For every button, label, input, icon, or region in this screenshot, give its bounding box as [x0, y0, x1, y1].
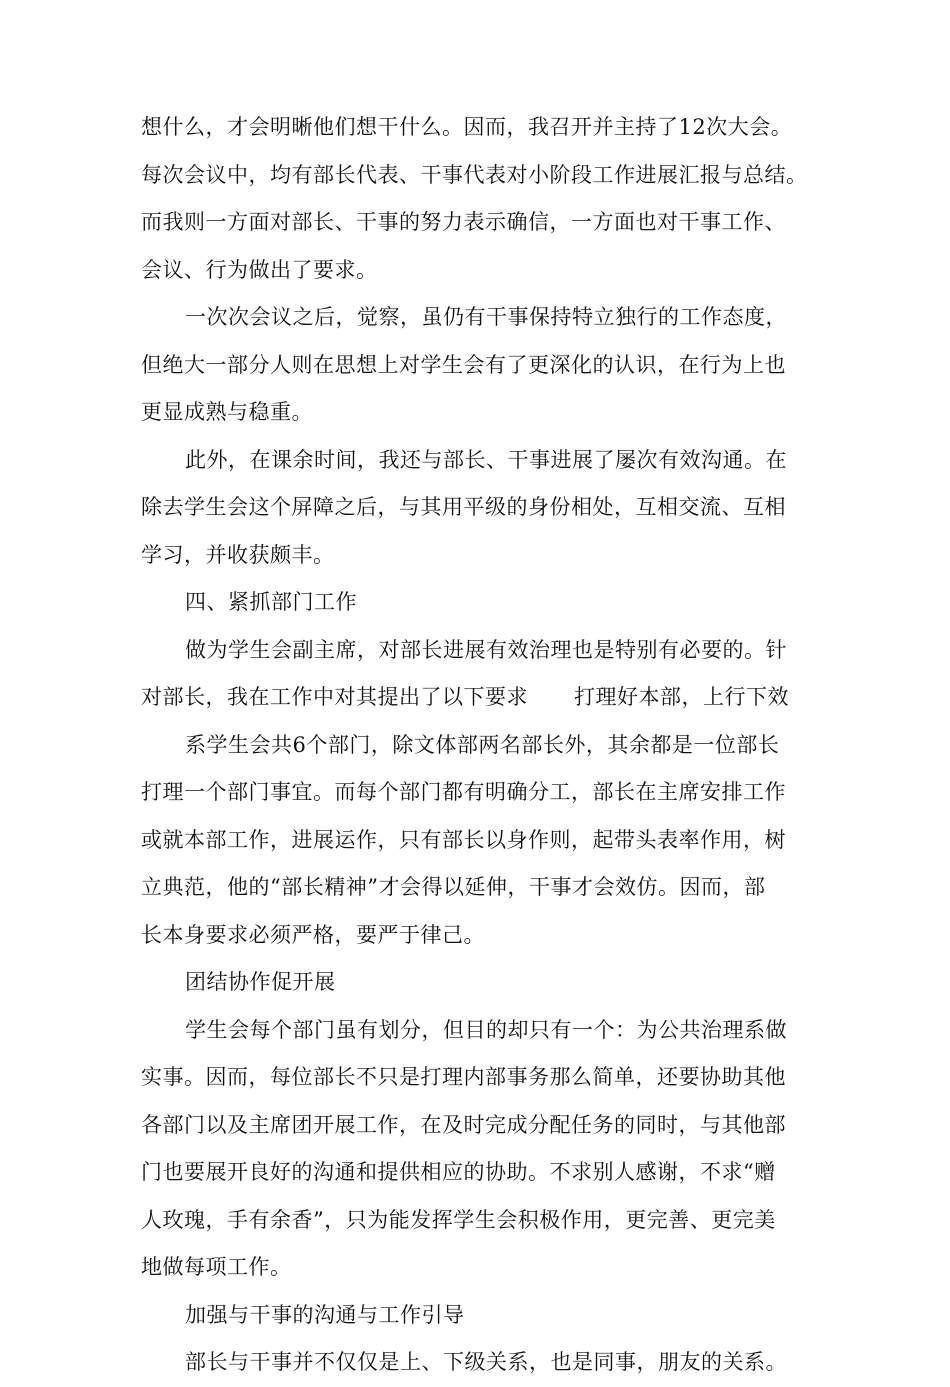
document-body [141, 104, 831, 1387]
text-line: 更显成熟与稳重。 [141, 400, 313, 424]
text-line: 而我则一方面对部长、干事的努力表示确信，一方面也对干事工作、 [141, 210, 786, 234]
text-segment: 对部长，我在工作中对其提出了以下要求 [141, 685, 528, 709]
paragraph-start: 一次次会议之后，觉察，虽仍有干事保持特立独行的工作态度， [185, 305, 787, 329]
text-line [141, 674, 831, 722]
subheading-inline: 打理好本部，上行下效 [574, 685, 789, 709]
section-heading: 四、紧抓部门工作 [185, 590, 357, 614]
paragraph-start: 学生会每个部门虽有划分，但目的却只有一个：为公共治理系做 [185, 1017, 787, 1042]
text-line: 打理一个部门事宜。而每个部门都有明确分工，部长在主席安排工作 [141, 780, 786, 804]
text-line: 立典范，他的“部长精神”才会得以延伸，干事才会效仿。因而，部 [141, 875, 766, 899]
text-line: 或就本部工作，进展运作，只有部长以身作则，起带头表率作用，树 [141, 827, 786, 852]
paragraph-start: 部长与干事并不仅仅是上、下级关系，也是同事，朋友的关系。 [185, 1350, 787, 1374]
subheading: 团结协作促开展 [185, 970, 336, 994]
paragraph-start: 此外，在课余时间，我还与部长、干事进展了屡次有效沟通。在 [185, 447, 787, 472]
text-line: 每次会议中，均有部长代表、干事代表对小阶段工作进展汇报与总结。 [141, 162, 808, 187]
text-line: 各部门以及主席团开展工作，在及时完成分配任务的同时，与其他部 [141, 1112, 786, 1137]
text-line: 实事。因而，每位部长不只是打理内部事务那么简单，还要协助其他 [141, 1065, 786, 1089]
paragraph-start: 做为学生会副主席，对部长进展有效治理也是特别有必要的。针 [185, 637, 787, 662]
text-line: 会议、行为做出了要求。 [141, 257, 378, 282]
text-line: 门也要展开良好的沟通和提供相应的协助。不求别人感谢，不求“赠 [141, 1160, 776, 1184]
text-line: 除去学生会这个屏障之后，与其用平级的身份相处，互相交流、互相 [141, 495, 786, 519]
text-line: 想什么，才会明晰他们想干什么。因而，我召开并主持了12次大会。 [141, 115, 793, 139]
subheading: 加强与干事的沟通与工作引导 [185, 1302, 465, 1327]
paragraph-start: 系学生会共6个部门，除文体部两名部长外，其余都是一位部长 [185, 732, 780, 757]
text-line: 但绝大一部分人则在思想上对学生会有了更深化的认识，在行为上也 [141, 352, 786, 377]
text-line: 人玫瑰，手有余香”，只为能发挥学生会积极作用，更完善、更完美 [141, 1207, 776, 1232]
text-line: 学习，并收获颇丰。 [141, 542, 335, 567]
text-line: 地做每项工作。 [141, 1255, 292, 1279]
text-line: 长本身要求必须严格，要严于律己。 [141, 922, 485, 947]
